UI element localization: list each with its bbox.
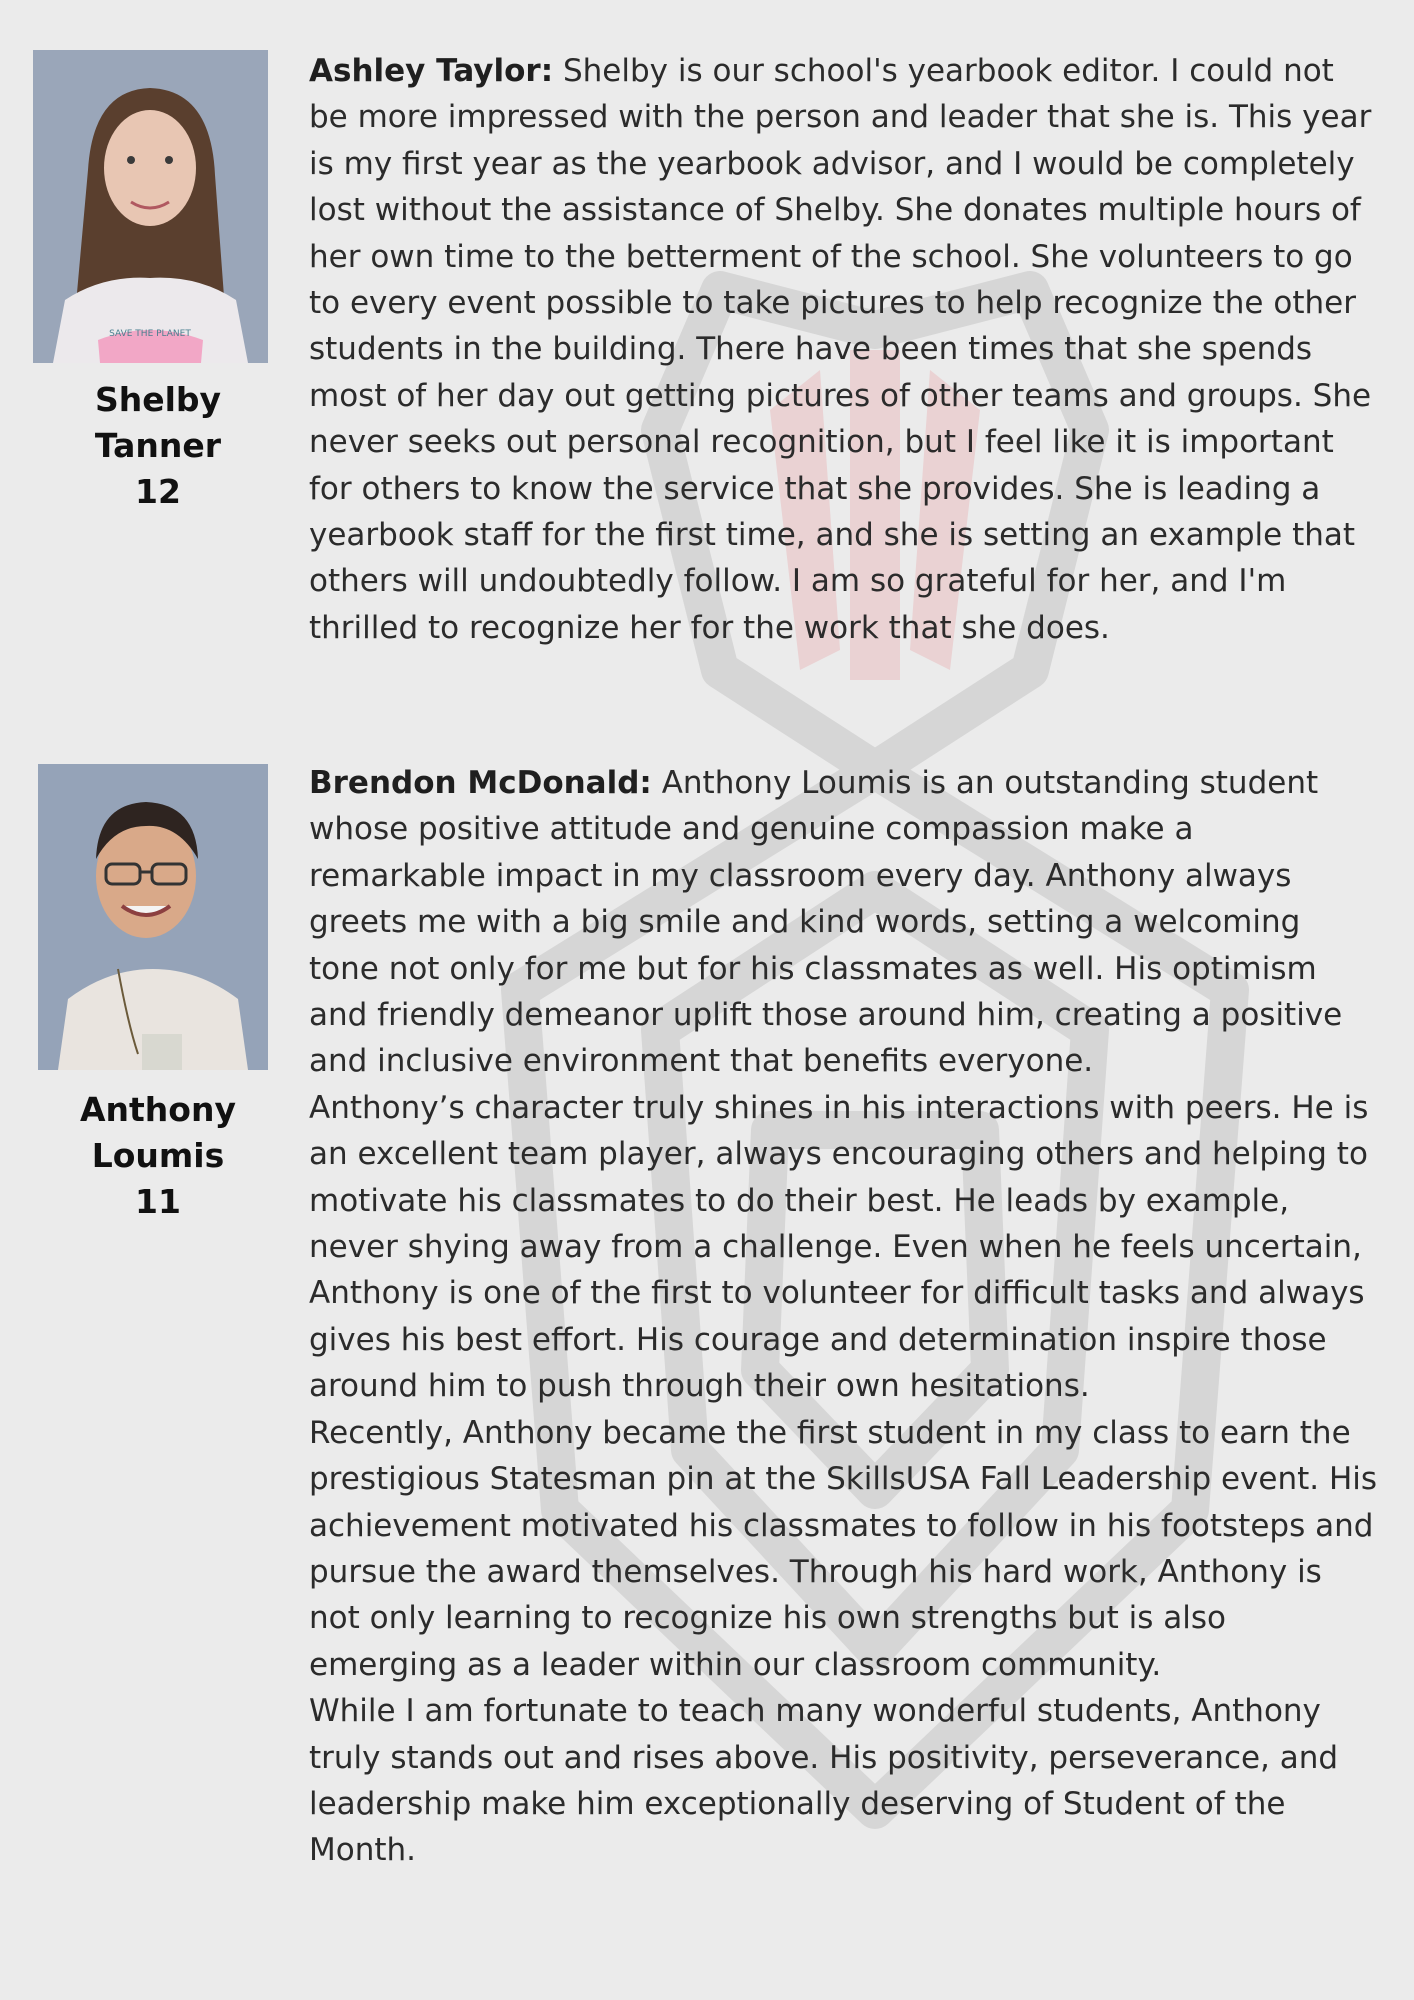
nominator-name: Brendon McDonald: bbox=[309, 765, 652, 801]
nomination-paragraph: Anthony’s character truly shines in his interactions with peers. He is an excellent team player, always encouraging others and helping to motivate his classmates to do their best. He leads by example, never shying away from a challenge. Even when he feels uncertain, Anthony is one of the first to volunteer for difficult tasks and always gives his best effort. His courage and determination inspire those around him to push through their own hesitations. bbox=[309, 1089, 1369, 1405]
student-name: Shelby Tanner bbox=[94, 380, 222, 465]
student-portrait-image bbox=[33, 50, 268, 363]
student-grade: 11 bbox=[135, 1182, 181, 1221]
nomination-body: Anthony Loumis is an outstanding student whose positive attitude and genuine compassion make a remarkable impact in my classroom every day. Anthony always greets me with a big smile and kind words, setting a welcoming tone not only for me but for his classmates as well. His optimism and friendly demeanor uplift those around him, creating a positive and inclusive environment that benefits everyone. bbox=[309, 765, 1343, 1080]
nomination-text bbox=[309, 48, 1379, 651]
student-portrait-image bbox=[38, 764, 268, 1070]
nomination-paragraph bbox=[309, 760, 1379, 1085]
shirt-print: SAVE THE PLANET bbox=[109, 329, 191, 339]
nomination-paragraph bbox=[309, 48, 1379, 651]
nomination-text bbox=[309, 760, 1379, 1874]
student-grade: 12 bbox=[135, 472, 181, 511]
student-name: Anthony Loumis bbox=[80, 1090, 236, 1175]
nomination-body: Shelby is our school's yearbook editor. I could not be more impressed with the person and leader that she is. This year is my first year as the yearbook advisor, and I would be completely lost without the assistance of Shelby. She donates multiple hours of her own time to the betterment of the school. She volunteers to go to every event possible to take pictures to help recognize the other students in the building. There have been times that she spends most of her day out getting pictures of other teams and groups. She never seeks out personal recognition, but I feel like it is important for others to know the service that she provides. She is leading a yearbook staff for the first time, and she is setting an example that others will undoubtedly follow. I am so grateful for her, and I'm thrilled to recognize her for the work that she does. bbox=[309, 53, 1372, 646]
nominator-name: Ashley Taylor: bbox=[309, 53, 554, 89]
nomination-paragraph: Recently, Anthony became the first student in my class to earn the prestigious Statesman pin at the SkillsUSA Fall Leadership event. His achievement motivated his classmates to follow in his footsteps and pursue the award themselves. Through his hard work, Anthony is not only learning to recognize his own strengths but is also emerging as a leader within our classroom community. bbox=[309, 1414, 1378, 1683]
student-photo bbox=[38, 764, 268, 1070]
student-photo bbox=[33, 50, 268, 363]
nomination-paragraph: While I am fortunate to teach many wonderful students, Anthony truly stands out and rises above. His positivity, perseverance, and leadership make him exceptionally deserving of Student of the Month. bbox=[309, 1693, 1339, 1869]
